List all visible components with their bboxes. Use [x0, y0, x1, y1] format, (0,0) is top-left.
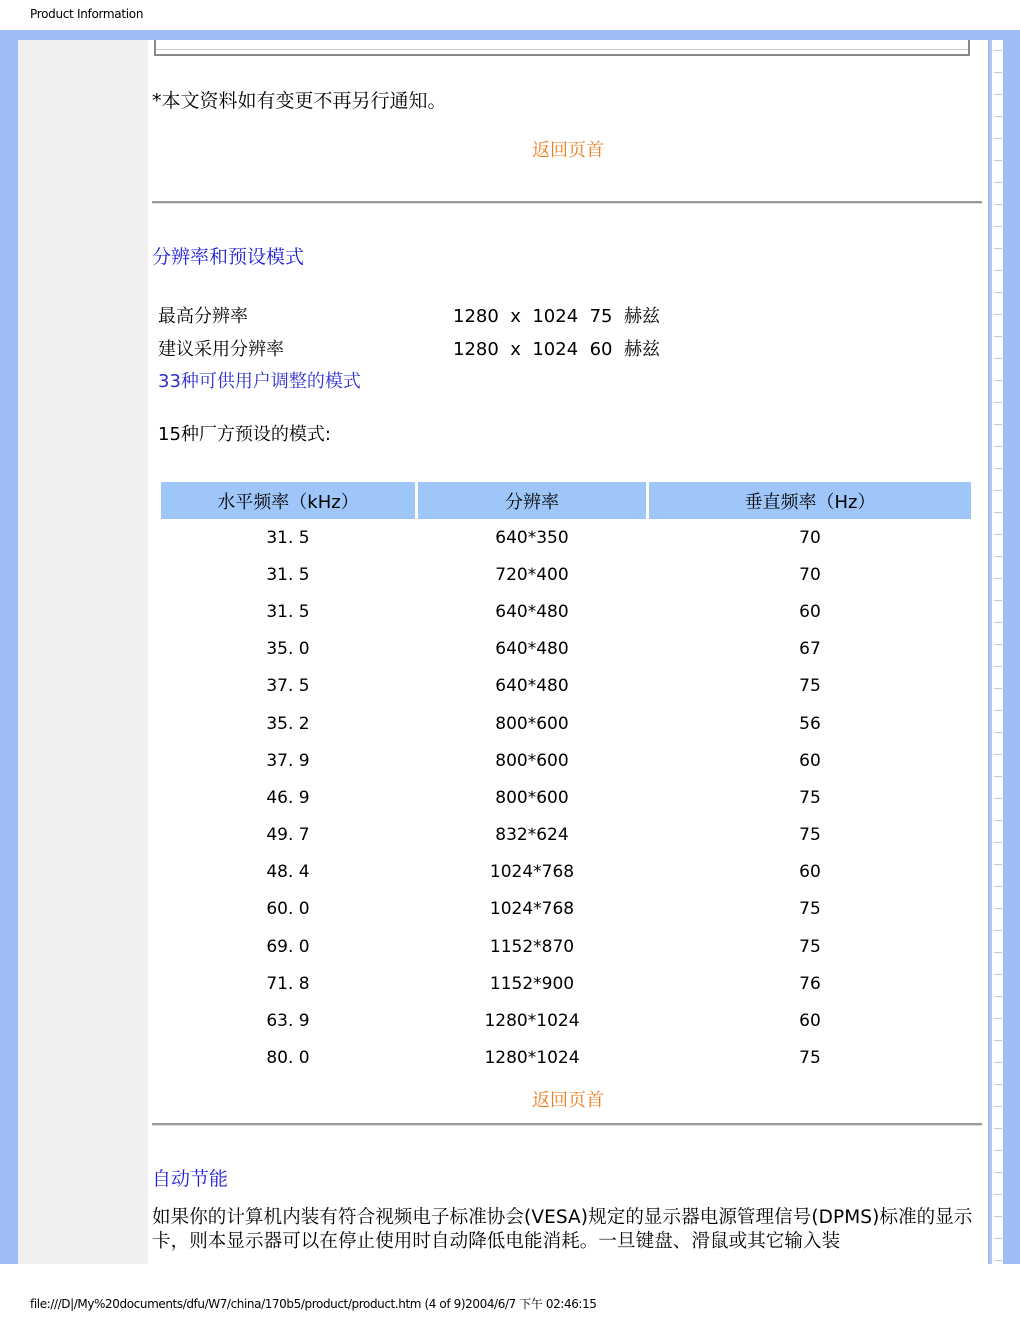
frame-tick — [994, 402, 1002, 403]
frame-tick — [994, 94, 1002, 95]
resolution-section-title: 分辨率和预设模式 — [152, 246, 305, 268]
vertical-frequency-cell: 70 — [799, 527, 821, 548]
table-row — [161, 1002, 971, 1039]
resolution-cell: 800*600 — [495, 787, 569, 808]
frame-tick — [994, 1216, 1002, 1217]
horizontal-frequency-cell: 60. 0 — [266, 899, 310, 920]
main-content — [148, 40, 988, 1264]
table-row — [161, 631, 971, 668]
table-row — [161, 965, 971, 1002]
resolution-cell: 720*400 — [495, 564, 569, 585]
frame-tick — [994, 1062, 1002, 1063]
vertical-frequency-cell: 60 — [799, 750, 821, 771]
section-divider — [152, 1123, 982, 1126]
table-row — [161, 1040, 971, 1077]
frame-tick — [994, 600, 1002, 601]
table-row — [161, 854, 971, 891]
frame-tick — [994, 688, 1002, 689]
table-row — [161, 928, 971, 965]
frame-tick — [994, 1040, 1002, 1041]
table-row — [161, 742, 971, 779]
vertical-frequency-cell: 60 — [799, 862, 821, 883]
horizontal-frequency-cell: 63. 9 — [266, 1011, 310, 1032]
vertical-frequency-cell: 76 — [799, 973, 821, 994]
resolution-cell: 1024*768 — [489, 862, 575, 883]
page-footer-path: file:///D|/My%20documents/dfu/W7/china/170b5/product/product.htm (4 of 9)2004/6/7 下午 02:46:15 — [30, 1297, 597, 1311]
document-frame — [0, 30, 1020, 1264]
resolution-cell: 1024*768 — [489, 899, 575, 920]
horizontal-frequency-cell: 48. 4 — [266, 862, 310, 883]
table-row — [161, 519, 971, 556]
sidebar — [18, 40, 148, 1264]
table-header-row — [161, 482, 971, 519]
vertical-frequency-cell: 60 — [799, 1011, 821, 1032]
vertical-frequency-cell: 67 — [799, 639, 821, 660]
resolution-cell: 640*480 — [495, 676, 569, 697]
frame-tick — [994, 160, 1002, 161]
table-row — [161, 705, 971, 742]
frame-tick — [994, 710, 1002, 711]
right-border — [1003, 40, 1020, 1264]
resolution-cell: 1152*870 — [489, 936, 575, 957]
table-row — [161, 891, 971, 928]
recommended-resolution-value: 1280 x 1024 60 赫兹 — [453, 339, 660, 360]
table-row — [161, 593, 971, 630]
horizontal-frequency-cell: 71. 8 — [266, 973, 310, 994]
frame-tick — [994, 930, 1002, 931]
frame-tick — [994, 1084, 1002, 1085]
horizontal-frequency-cell: 35. 2 — [266, 713, 310, 734]
frame-tick — [994, 1018, 1002, 1019]
frame-tick — [994, 380, 1002, 381]
frame-tick — [994, 842, 1002, 843]
frame-tick — [994, 644, 1002, 645]
frame-tick — [994, 1260, 1002, 1261]
frame-tick — [994, 248, 1002, 249]
horizontal-frequency-cell: 49. 7 — [266, 825, 310, 846]
horizontal-frequency-cell: 35. 0 — [266, 639, 310, 660]
horizontal-frequency-cell: 37. 9 — [266, 750, 310, 771]
frame-tick — [994, 622, 1002, 623]
frame-tick — [994, 446, 1002, 447]
frame-tick — [994, 534, 1002, 535]
frame-tick — [994, 1238, 1002, 1239]
vertical-frequency-cell: 70 — [799, 564, 821, 585]
column-header-resolution: 分辨率 — [418, 482, 646, 519]
frame-tick — [994, 578, 1002, 579]
frame-tick — [994, 974, 1002, 975]
table-row — [161, 556, 971, 593]
frame-tick — [994, 864, 1002, 865]
max-resolution-label: 最高分辨率 — [158, 306, 248, 327]
back-to-top-link[interactable]: 返回页首 — [532, 140, 604, 161]
frame-tick — [994, 490, 1002, 491]
frame-tick — [994, 270, 1002, 271]
horizontal-frequency-cell: 80. 0 — [266, 1048, 310, 1069]
max-resolution-value: 1280 x 1024 75 赫兹 — [453, 306, 660, 327]
frame-tick — [994, 204, 1002, 205]
frame-tick — [994, 468, 1002, 469]
resolution-cell: 800*600 — [495, 713, 569, 734]
frame-tick — [994, 72, 1002, 73]
resolution-cell: 832*624 — [495, 825, 569, 846]
frame-tick — [994, 1194, 1002, 1195]
frame-tick — [994, 776, 1002, 777]
frame-tick — [994, 336, 1002, 337]
frame-tick — [994, 226, 1002, 227]
frame-tick — [994, 1172, 1002, 1173]
resolution-cell: 1280*1024 — [484, 1011, 580, 1032]
frame-tick — [994, 952, 1002, 953]
previous-box-bottom — [154, 40, 970, 56]
frame-tick — [994, 138, 1002, 139]
column-header-horizontal-frequency: 水平频率（kHz） — [161, 482, 415, 519]
frame-tick — [994, 1150, 1002, 1151]
frame-tick — [994, 556, 1002, 557]
vertical-frequency-cell: 60 — [799, 601, 821, 622]
vertical-frequency-cell: 56 — [799, 713, 821, 734]
frame-tick — [994, 908, 1002, 909]
vertical-frequency-cell: 75 — [799, 825, 821, 846]
vertical-frequency-cell: 75 — [799, 787, 821, 808]
frame-tick — [994, 996, 1002, 997]
frame-tick — [994, 754, 1002, 755]
table-row — [161, 817, 971, 854]
frame-tick — [994, 424, 1002, 425]
frame-tick — [994, 292, 1002, 293]
vertical-frequency-cell: 75 — [799, 936, 821, 957]
horizontal-frequency-cell: 37. 5 — [266, 676, 310, 697]
frame-tick — [994, 798, 1002, 799]
frame-tick — [994, 1106, 1002, 1107]
resolution-cell: 1152*900 — [489, 973, 575, 994]
table-row — [161, 779, 971, 816]
frame-tick — [994, 820, 1002, 821]
preset-modes-table — [158, 482, 974, 1077]
resolution-cell: 800*600 — [495, 750, 569, 771]
horizontal-frequency-cell: 69. 0 — [266, 936, 310, 957]
resolution-cell: 1280*1024 — [484, 1048, 580, 1069]
frame-tick — [994, 314, 1002, 315]
frame-tick — [994, 732, 1002, 733]
column-header-vertical-frequency: 垂直频率（Hz） — [649, 482, 971, 519]
frame-tick — [994, 512, 1002, 513]
horizontal-frequency-cell: 31. 5 — [266, 564, 310, 585]
horizontal-frequency-cell: 31. 5 — [266, 527, 310, 548]
page-header-title: Product Information — [30, 7, 144, 21]
frame-tick — [994, 1128, 1002, 1129]
resolution-cell: 640*480 — [495, 639, 569, 660]
frame-tick — [994, 886, 1002, 887]
vertical-frequency-cell: 75 — [799, 676, 821, 697]
horizontal-frequency-cell: 46. 9 — [266, 787, 310, 808]
frame-tick — [994, 666, 1002, 667]
power-paragraph: 如果你的计算机内装有符合视频电子标准协会(VESA)规定的显示器电源管理信号(DPMS)标准的显示卡，则本显示器可以在停止使用时自动降低电能消耗。一旦键盘、滑鼠或其它输入装 — [152, 1207, 973, 1252]
table-row — [161, 668, 971, 705]
vertical-frequency-cell: 75 — [799, 1048, 821, 1069]
right-rail — [990, 40, 1004, 1264]
resolution-cell: 640*350 — [495, 527, 569, 548]
section-divider — [152, 201, 982, 204]
horizontal-frequency-cell: 31. 5 — [266, 601, 310, 622]
user-modes-link[interactable]: 33种可供用户调整的模式 — [158, 371, 361, 392]
change-notice: *本文资料如有变更不再另行通知。 — [152, 90, 447, 112]
recommended-resolution-label: 建议采用分辨率 — [158, 339, 284, 360]
power-section-title: 自动节能 — [152, 1168, 229, 1190]
frame-tick — [994, 50, 1002, 51]
back-to-top-link-bottom[interactable]: 返回页首 — [532, 1090, 604, 1111]
frame-tick — [994, 182, 1002, 183]
resolution-cell: 640*480 — [495, 601, 569, 622]
frame-tick — [994, 116, 1002, 117]
left-border — [0, 30, 18, 1264]
factory-modes-label: 15种厂方预设的模式: — [158, 424, 331, 445]
frame-tick — [994, 358, 1002, 359]
vertical-frequency-cell: 75 — [799, 899, 821, 920]
